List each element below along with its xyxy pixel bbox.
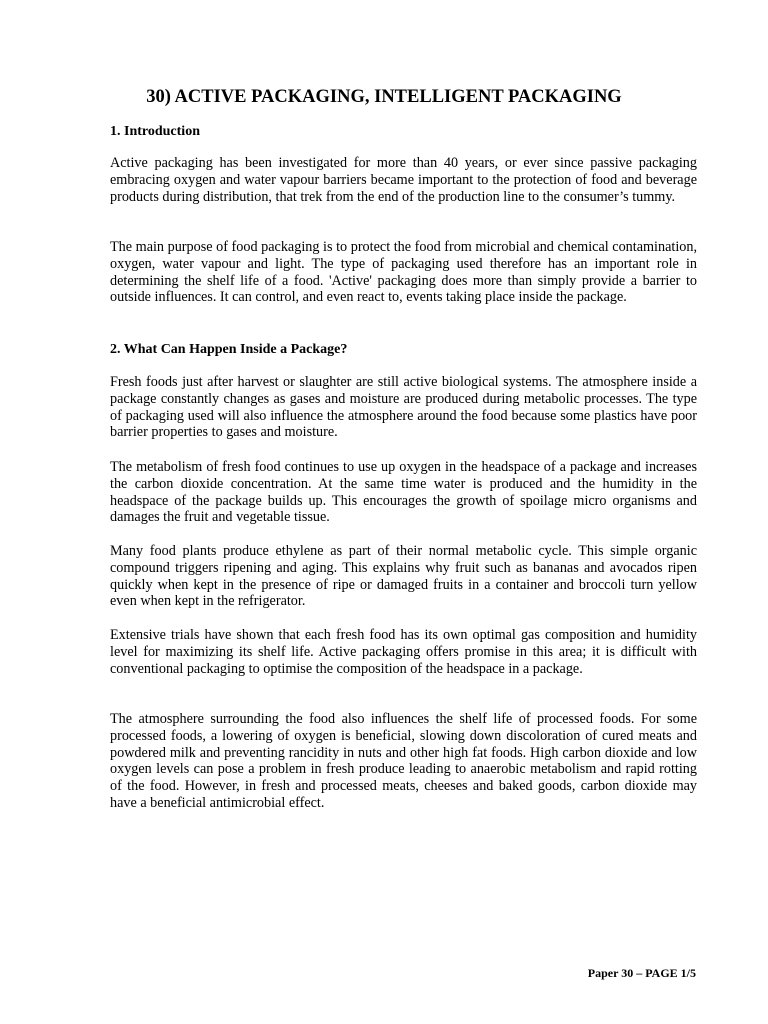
paragraph-inside-5: The atmosphere surrounding the food also influences the shelf life of processed foods. For some processed foods, a lowering of oxygen is beneficial, slowing down discoloration of cured meats and powdered milk and preventing rancidity in nuts and other high fat foods. High carbon dioxide and low oxygen levels can pose a problem in fresh produce leading to anaerobic metabolism and rapid rotting of the food. However, in fresh and processed meats, cheeses and baked goods, carbon dioxide may have a beneficial antimicrobial effect. xyxy=(110,711,697,811)
paragraph-inside-3: Many food plants produce ethylene as part of their normal metabolic cycle. This simple organic compound triggers ripening and aging. This explains why fruit such as bananas and avocados ripen quickly when kept in the presence of ripe or damaged fruits in a container and broccoli turn yellow even when kept in the refrigerator. xyxy=(110,543,697,610)
paragraph-intro-1: Active packaging has been investigated for more than 40 years, or ever since passive packaging embracing oxygen and water vapour barriers became important to the protection of food and beverage products during distribution, that trek from the end of the production line to the consumer’s tummy. xyxy=(110,155,697,205)
paragraph-intro-2: The main purpose of food packaging is to protect the food from microbial and chemical contamination, oxygen, water vapour and light. The type of packaging used therefore has an important role in determining the shelf life of a food. 'Active' packaging does more than simply provide a barrier to outside influences. It can control, and even react to, events taking place inside the package. xyxy=(110,239,697,306)
page-title: 30) ACTIVE PACKAGING, INTELLIGENT PACKAGING xyxy=(146,87,622,107)
paragraph-inside-4: Extensive trials have shown that each fresh food has its own optimal gas composition and humidity level for maximizing its shelf life. Active packaging offers promise in this area; it is difficult with conventional packaging to optimise the composition of the headspace in a package. xyxy=(110,627,697,677)
paragraph-inside-1: Fresh foods just after harvest or slaughter are still active biological systems. The atmosphere inside a package constantly changes as gases and moisture are produced during metabolic processes. The type of packaging used will also influence the atmosphere around the food because some plastics have poor barrier properties to gases and moisture. xyxy=(110,374,697,441)
page-footer: Paper 30 – PAGE 1/5 xyxy=(587,966,696,980)
section-heading-inside-package: 2. What Can Happen Inside a Package? xyxy=(110,342,348,357)
section-heading-introduction: 1. Introduction xyxy=(110,124,200,139)
paragraph-inside-2: The metabolism of fresh food continues to use up oxygen in the headspace of a package and increases the carbon dioxide concentration. At the same time water is produced and the humidity in the headspace of the package builds up. This encourages the growth of spoilage micro organisms and damages the fruit and vegetable tissue. xyxy=(110,459,697,526)
